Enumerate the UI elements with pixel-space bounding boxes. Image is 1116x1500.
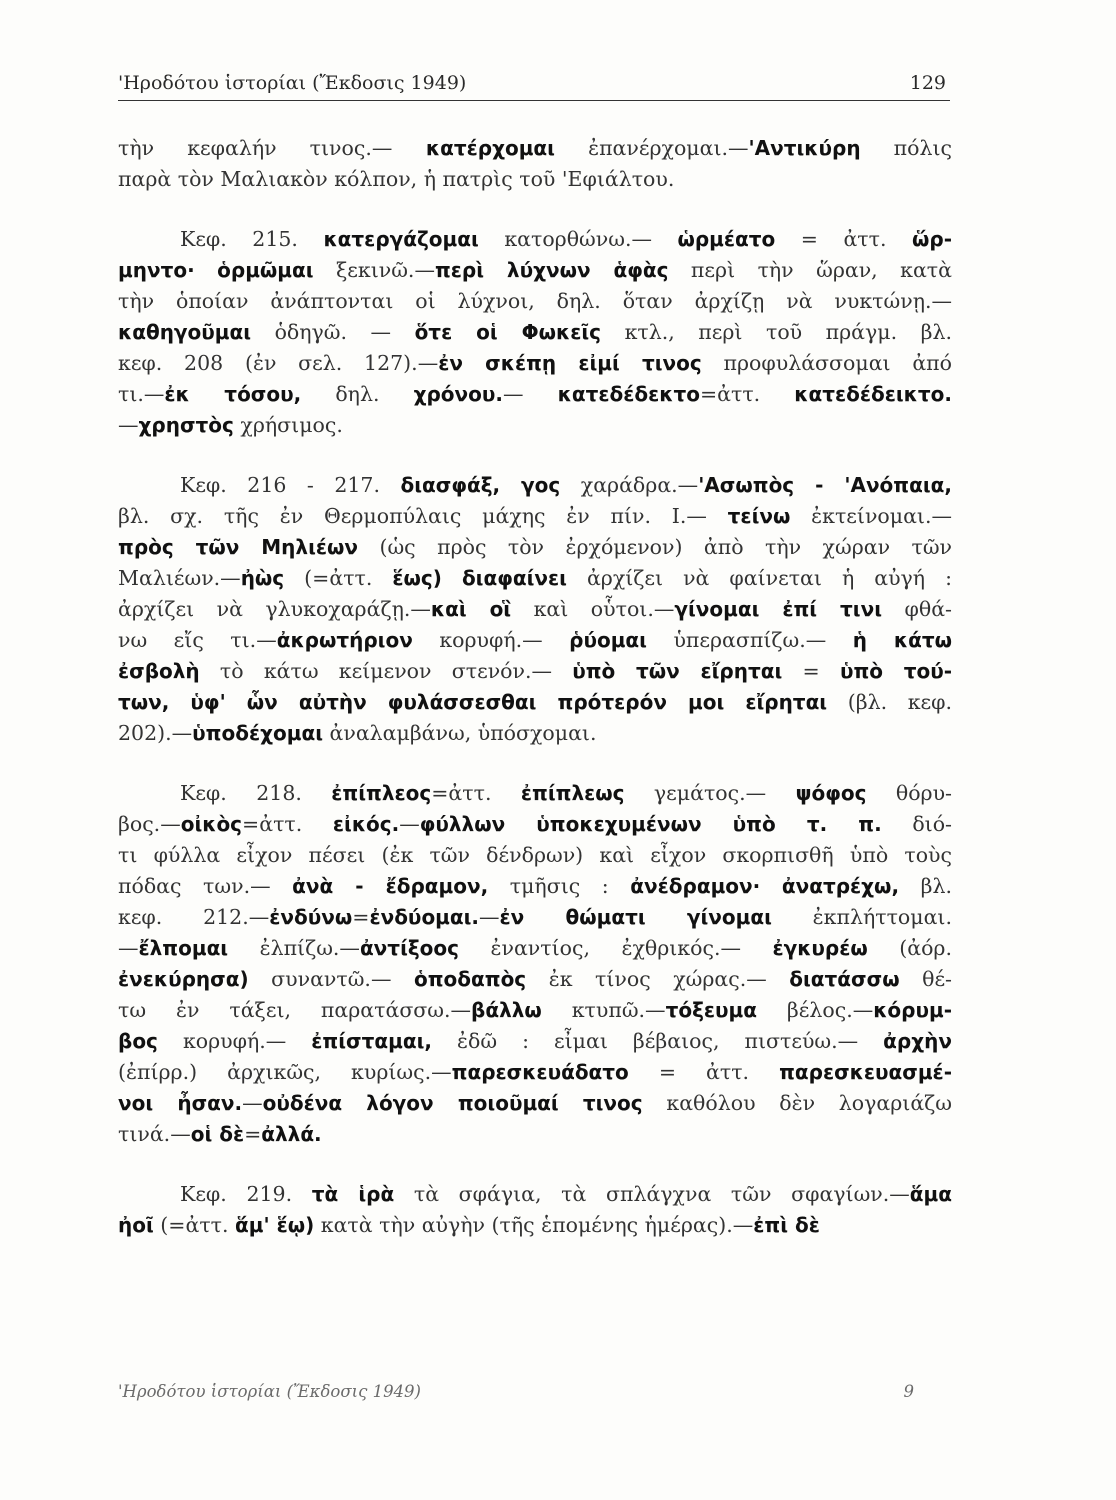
gloss: Κεφ. 218.	[180, 781, 332, 805]
lemma: ὅτε οἱ Φωκεῖς	[414, 320, 602, 344]
gloss: χαράδρα.—	[560, 473, 699, 497]
paragraph	[118, 224, 952, 441]
text-line	[118, 1119, 952, 1150]
gloss: —	[479, 905, 500, 929]
lemma: ἡ κάτω	[852, 628, 953, 652]
lemma: 'Αντικύρη	[748, 136, 861, 160]
lemma: τὰ ἱρὰ	[311, 1182, 395, 1206]
gloss: τὴν ὁποίαν ἀνάπτονται οἱ λύχνοι, δηλ. ὅταν ἀρχίζῃ νὰ νυκτώνῃ.—	[118, 289, 952, 313]
lemma: ἐπίπλεος	[331, 781, 432, 805]
paragraph-gap	[118, 195, 952, 224]
gloss: τμῆσις :	[488, 874, 631, 898]
lemma: ἀνατρέχω,	[781, 874, 900, 898]
lemma: ἐγκυρέω	[772, 936, 868, 960]
text-line	[118, 1179, 952, 1210]
gloss: συναντῶ.—	[248, 967, 414, 991]
text-line	[118, 255, 952, 286]
lemma: μηντο·	[118, 258, 195, 282]
gloss: ἐναντίος, ἐχθρικός.—	[459, 936, 773, 960]
text-line	[118, 470, 952, 501]
paragraph	[118, 1179, 952, 1241]
lemma: χρόνου.	[413, 382, 504, 406]
gloss: —	[399, 812, 420, 836]
paragraph-gap	[118, 441, 952, 470]
lemma: ἕως)	[392, 566, 442, 590]
lemma: ἐνδύομαι.	[369, 905, 480, 929]
text-line	[118, 594, 952, 625]
lemma: ἀλλά.	[261, 1122, 322, 1146]
gloss: κτυπῶ.—	[541, 998, 666, 1022]
running-title: 'Ηροδότου ἱστορίαι (Ἔκδοσις 1949)	[118, 72, 467, 94]
gloss: (ὡς πρὸς τὸν ἐρχόμενον) ἀπὸ τὴν χώραν τῶν	[358, 535, 953, 559]
lemma: ἐνδύνω	[269, 905, 353, 929]
lemma: περὶ λύχνων ἁφὰς	[434, 258, 669, 282]
text-line	[118, 224, 952, 255]
gloss: ἐκ τίνος χώρας.—	[526, 967, 790, 991]
lemma: ὑπὸ τῶν εἴρηται	[572, 659, 783, 683]
lemma: ἀντίξοος	[359, 936, 460, 960]
text-line	[118, 379, 952, 410]
lemma: ἔλπομαι	[138, 936, 229, 960]
gloss: ὁδηγῶ. —	[251, 320, 415, 344]
lemma: βος	[118, 1029, 158, 1053]
gloss: (βλ. κεφ.	[827, 690, 952, 714]
lemma: χρηστὸς	[138, 413, 234, 437]
page-number: 129	[909, 72, 946, 94]
paragraph	[118, 778, 952, 1150]
gloss: βλ. σχ. τῆς ἐν Θερμοπύλαις μάχης ἐν πίν. Ι.—	[118, 504, 728, 528]
lemma: ὁποδαπὸς	[413, 967, 527, 991]
paragraph-gap	[118, 1150, 952, 1179]
gloss: κτλ., περὶ τοῦ πράγμ. βλ.	[601, 320, 952, 344]
gloss: (=ἀττ.	[284, 566, 393, 590]
text-line	[118, 133, 952, 164]
lemma: ἀκρωτήριον	[276, 628, 413, 652]
gloss: =ἀττ.	[699, 382, 795, 406]
gloss: Μαλιέων.—	[118, 566, 241, 590]
text-line	[118, 532, 952, 563]
signature-mark: 9	[903, 1382, 914, 1401]
text-line	[118, 718, 952, 749]
lemma: νοι ἦσαν.	[118, 1091, 243, 1115]
gloss: κεφ. 208 (ἐν σελ. 127).—	[118, 351, 439, 375]
lemma: ἐνεκύρησα)	[118, 967, 249, 991]
gloss	[195, 258, 217, 282]
gloss	[760, 874, 782, 898]
lemma: ἅμ' ἕῳ)	[235, 1213, 315, 1237]
gloss: κορυφή.—	[412, 628, 570, 652]
lemma: διατάσσω	[789, 967, 900, 991]
lemma: ἐπίσταμαι,	[311, 1029, 432, 1053]
lemma: καὶ οἳ	[430, 597, 512, 621]
gloss: θόρυ-	[866, 781, 952, 805]
gloss: —	[242, 1091, 263, 1115]
lemma: ῥύομαι	[569, 628, 647, 652]
lemma: οὐδένα λόγον ποιοῦμαί τινος	[262, 1091, 643, 1115]
gloss: φθά-	[882, 597, 952, 621]
lemma: βάλλω	[471, 998, 542, 1022]
lemma: ὑποδέχομαι	[192, 721, 323, 745]
text-line	[118, 410, 952, 441]
gloss: χρήσιμος.	[233, 413, 343, 437]
text-line	[118, 840, 952, 871]
gloss: ἐπανέρχομαι.—	[554, 136, 749, 160]
text-line	[118, 563, 952, 594]
gloss: ἐδῶ : εἶμαι βέβαιος, πιστεύω.—	[431, 1029, 884, 1053]
gloss: τὰ σφάγια, τὰ σπλάγχνα τῶν σφαγίων.—	[394, 1182, 910, 1206]
commentary-text	[118, 133, 952, 1241]
lemma: ἀνὰ - ἔδραμον,	[292, 874, 489, 898]
lemma: ψόφος	[795, 781, 867, 805]
gloss: ἀρχίζει νὰ φαίνεται ἡ αὐγή :	[566, 566, 952, 590]
gloss: (ἀόρ.	[867, 936, 952, 960]
gloss: γεμάτος.—	[624, 781, 796, 805]
lemma: ἐν σκέπῃ εἰμί τινος	[438, 351, 702, 375]
lemma: πρὸς τῶν Μηλιέων	[118, 535, 359, 559]
gloss: νω εἴς τι.—	[118, 628, 277, 652]
lemma: διαφαίνει	[461, 566, 567, 590]
gloss: παρὰ τὸν Μαλιακὸν κόλπον, ἡ πατρὶς τοῦ 'Εφιάλτου.	[118, 167, 675, 191]
gloss: —	[118, 413, 139, 437]
text-line	[118, 902, 952, 933]
gloss: δηλ.	[301, 382, 414, 406]
lemma: κόρυμ-	[873, 998, 953, 1022]
gloss: —	[118, 936, 139, 960]
gloss: τὴν κεφαλήν τινος.—	[118, 136, 393, 160]
gloss: κατορθώνω.—	[478, 227, 678, 251]
lemma: ἀρχὴν	[883, 1029, 952, 1053]
header-rule	[118, 100, 950, 101]
gloss: =	[782, 659, 840, 683]
lemma: ὥρ-	[912, 227, 952, 251]
text-line	[118, 687, 952, 718]
lemma: διασφάξ, γος	[400, 473, 561, 497]
lemma: ὑπὸ τού-	[839, 659, 953, 683]
text-line	[118, 964, 952, 995]
gloss: 202).—	[118, 721, 193, 745]
gloss: κατὰ τὴν αὐγὴν (τῆς ἑπομένης ἡμέρας).—	[314, 1213, 754, 1237]
gloss: Κεφ. 216 - 217.	[180, 473, 401, 497]
gloss: ὑπερασπίζω.—	[646, 628, 853, 652]
lemma: οἰκὸς	[180, 812, 243, 836]
text-line	[118, 1057, 952, 1088]
gloss: =ἀττ.	[431, 781, 521, 805]
text-line	[118, 656, 952, 687]
gloss: κεφ. 212.—	[118, 905, 270, 929]
lemma: 'Ασωπὸς - 'Ανόπαια,	[698, 473, 952, 497]
lemma: γίνομαι ἐπί τινι	[674, 597, 883, 621]
gloss: πόλις	[860, 136, 953, 160]
lemma: ὁρμῶμαι	[217, 258, 314, 282]
lemma: τόξευμα	[665, 998, 757, 1022]
lemma: τείνω	[727, 504, 791, 528]
gloss: =	[352, 905, 370, 929]
gloss	[442, 566, 462, 590]
lemma: ἀνέδραμον·	[630, 874, 761, 898]
paragraph	[118, 133, 952, 195]
text-line	[118, 778, 952, 809]
gloss: ἐλπίζω.—	[228, 936, 360, 960]
lemma: ἠοῖ	[118, 1213, 154, 1237]
lemma: ἐπὶ δὲ	[753, 1213, 820, 1237]
gloss: προφυλάσσομαι ἀπό	[701, 351, 952, 375]
lemma: ἐπίπλεως	[520, 781, 625, 805]
gloss: =ἀττ.	[242, 812, 333, 836]
gloss: καὶ οὗτοι.—	[511, 597, 675, 621]
text-line	[118, 625, 952, 656]
gloss: τι φύλλα εἶχον πέσει (ἐκ τῶν δένδρων) καὶ εἶχον σκορπισθῆ ὑπὸ τοὺς	[118, 843, 952, 867]
gloss: θέ-	[899, 967, 952, 991]
lemma: καθηγοῦμαι	[118, 320, 252, 344]
text-line	[118, 348, 952, 379]
gloss: διό-	[881, 812, 952, 836]
gloss: τὸ κάτω κείμενον στενόν.—	[199, 659, 573, 683]
lemma: ἅμα	[909, 1182, 952, 1206]
gloss: τινά.—	[118, 1122, 191, 1146]
lemma: ἐκ τόσου,	[164, 382, 302, 406]
lemma: ἐσβολὴ	[118, 659, 200, 683]
gloss: = ἀττ.	[775, 227, 912, 251]
gloss: πόδας των.—	[118, 874, 293, 898]
gloss: = ἀττ.	[628, 1060, 780, 1084]
text-line	[118, 1026, 952, 1057]
gloss: =	[244, 1122, 262, 1146]
lemma: κατέρχομαι	[392, 136, 555, 160]
lemma: παρεσκευασμέ-	[779, 1060, 952, 1084]
gloss: βος.—	[118, 812, 181, 836]
lemma: κατεργάζομαι	[323, 227, 479, 251]
gloss: (ἐπίρρ.) ἀρχικῶς, κυρίως.—	[118, 1060, 452, 1084]
gloss: —	[503, 382, 558, 406]
gloss: καθόλου δὲν λογαριάζω	[642, 1091, 952, 1115]
lemma: φύλλων ὑποκεχυμένων ὑπὸ τ. π.	[419, 812, 882, 836]
gloss: (=ἀττ.	[153, 1213, 236, 1237]
lemma: παρεσκευάδατο	[451, 1060, 629, 1084]
text-line	[118, 286, 952, 317]
lemma: ἠὼς	[240, 566, 285, 590]
text-line	[118, 164, 952, 195]
text-line	[118, 933, 952, 964]
lemma: οἱ δὲ	[190, 1122, 245, 1146]
text-line	[118, 317, 952, 348]
text-line	[118, 871, 952, 902]
gloss: τω ἐν τάξει, παρατάσσω.—	[118, 998, 472, 1022]
gloss: Κεφ. 219.	[180, 1182, 312, 1206]
gloss: τι.—	[118, 382, 165, 406]
lemma: εἰκός.	[332, 812, 400, 836]
lemma: κατεδέδεκτο	[557, 382, 700, 406]
lemma: κατεδέδεικτο.	[794, 382, 952, 406]
gloss: ἐκτείνομαι.—	[790, 504, 952, 528]
gloss: ξεκινῶ.—	[313, 258, 435, 282]
lemma: των, ὑφ' ὧν αὐτὴν φυλάσσεσθαι πρότερόν μοι εἴρηται	[118, 690, 828, 714]
gloss: Κεφ. 215.	[180, 227, 324, 251]
gloss: περὶ τὴν ὥραν, κατὰ	[668, 258, 952, 282]
signature-title: 'Ηροδότου ἱστορίαι (Ἔκδοσις 1949)	[118, 1382, 421, 1401]
text-line	[118, 1210, 952, 1241]
gloss: ἐκπλήττομαι.	[771, 905, 952, 929]
text-line	[118, 1088, 952, 1119]
lemma: ἐν θώματι γίνομαι	[499, 905, 772, 929]
lemma: ὡρμέατο	[677, 227, 776, 251]
text-line	[118, 995, 952, 1026]
gloss: βέλος.—	[756, 998, 874, 1022]
gloss: κορυφή.—	[157, 1029, 312, 1053]
paragraph-gap	[118, 749, 952, 778]
text-line	[118, 501, 952, 532]
text-line	[118, 809, 952, 840]
gloss: ἀναλαμβάνω, ὑπόσχομαι.	[323, 721, 597, 745]
gloss: βλ.	[899, 874, 952, 898]
gloss: ἀρχίζει νὰ γλυκοχαράζῃ.—	[118, 597, 431, 621]
paragraph	[118, 470, 952, 749]
